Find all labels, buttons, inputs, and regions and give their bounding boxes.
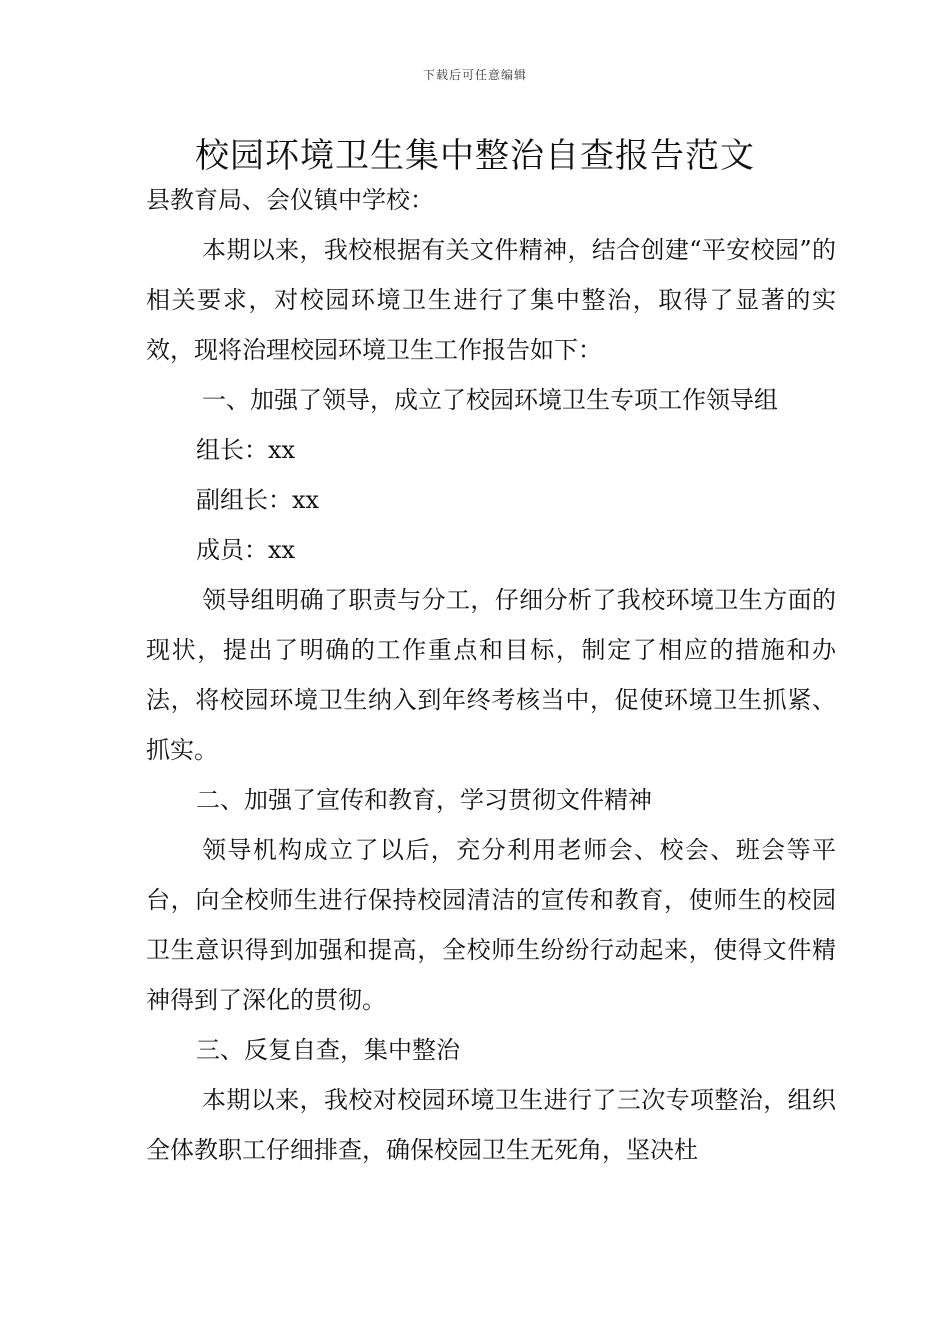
section-3-body: 本期以来，我校对校园环境卫生进行了三次专项整治，组织全体教职工仔细排查，确保校园卫生无死角，坚决杜: [146, 1086, 836, 1164]
leader-line: 组长：xx: [196, 436, 296, 464]
intro-paragraph: 本期以来，我校根据有关文件精神，结合创建“平安校园”的相关要求，对校园环境卫生进行了集中整治，取得了显著的实效，现将治理校园环境卫生工作报告如下：: [146, 236, 836, 364]
document-title: 校园环境卫生集中整治自查报告范文: [195, 136, 755, 176]
section-2-heading: 二、加强了宣传和教育，学习贯彻文件精神: [196, 786, 652, 814]
section-3-heading: 三、反复自查，集中整治: [196, 1036, 460, 1064]
members-line: 成员：xx: [196, 536, 296, 564]
salutation: 县教育局、会仪镇中学校：: [146, 186, 434, 214]
deputy-leader-line: 副组长：xx: [196, 486, 320, 514]
document-body: [146, 175, 836, 1175]
section-1-body: 领导组明确了职责与分工，仔细分析了我校环境卫生方面的现状，提出了明确的工作重点和目标，制定了相应的措施和办法，将校园环境卫生纳入到年终考核当中，促使环境卫生抓紧、抓实。: [146, 586, 836, 764]
header-note: 下载后可任意编辑: [422, 68, 527, 82]
section-2-body: 领导机构成立了以后，充分利用老师会、校会、班会等平台，向全校师生进行保持校园清洁的宣传和教育，使师生的校园卫生意识得到加强和提高，全校师生纷纷行动起来，使得文件精神得到了深化的贯彻。: [146, 836, 836, 1014]
section-1-heading: 一、加强了领导，成立了校园环境卫生专项工作领导组: [202, 386, 778, 414]
